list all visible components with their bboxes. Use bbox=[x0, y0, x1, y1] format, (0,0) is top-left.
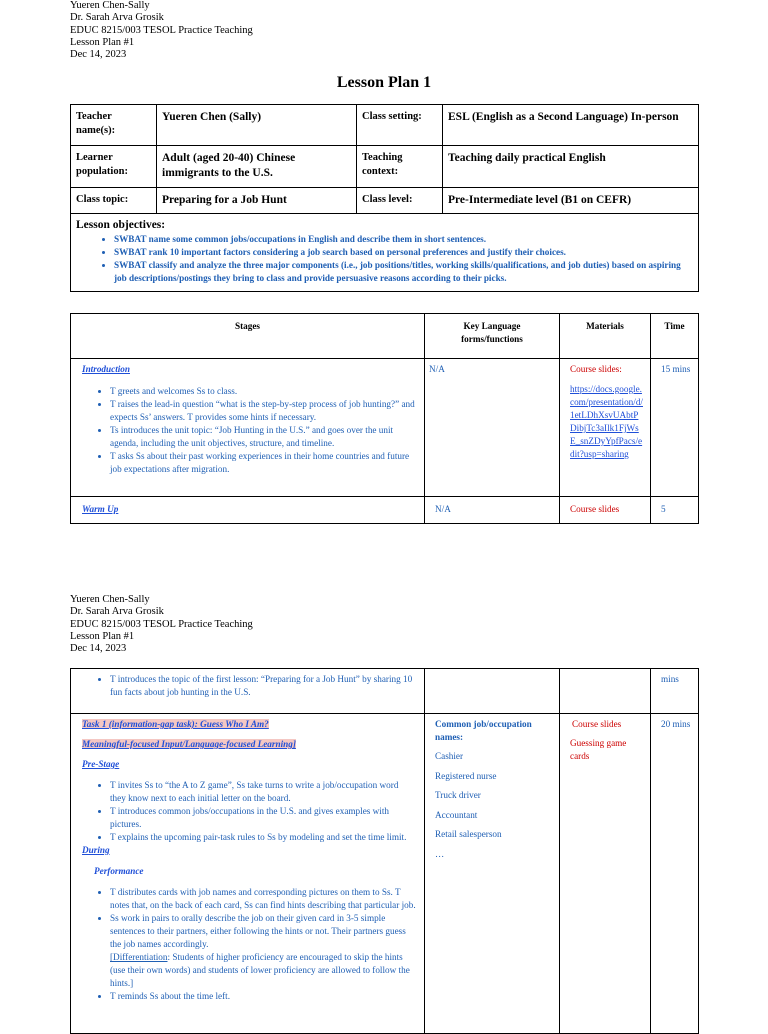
intro-time: 15 mins bbox=[651, 359, 699, 497]
teacher-label: Teacher name(s): bbox=[71, 105, 157, 146]
vocab-item: Registered nurse bbox=[435, 770, 497, 781]
differentiation-text: : Students of higher proficiency are encouraged to skip the hints (use their own words) and students of lower proficiency are allowed to follow the hints.] bbox=[110, 952, 410, 988]
prestage-bullet: • T invites Ss to “the A to Z game”, Ss take turns to write a job/occupation word they know next to each initial letter on the board. bbox=[110, 779, 416, 805]
prestage-bullet: • T introduces common jobs/occupations in the U.S. and gives examples with pictures. bbox=[110, 805, 416, 831]
vocab-heading: Common job/occupation names: bbox=[435, 719, 532, 742]
objective-item: • SWBAT classify and analyze the three major components (i.e., job positions/titles, working skills/qualifications, and job duties) based on aspiring job descriptions/postings they bring to class and provide persuasive reasons according to their picks. bbox=[114, 259, 692, 285]
task1-materials-cell bbox=[560, 714, 651, 1034]
task1-stage-cell bbox=[71, 714, 425, 1034]
intro-language: N/A bbox=[425, 359, 560, 497]
page-title: Lesson Plan 1 bbox=[336, 74, 432, 91]
teacher-value: Yueren Chen (Sally) bbox=[157, 105, 357, 146]
col-header-materials: Materials bbox=[560, 314, 651, 359]
setting-label: Class setting: bbox=[357, 105, 443, 146]
course-name: EDUC 8215/003 TESOL Practice Teaching bbox=[70, 618, 253, 630]
warmup-language: N/A bbox=[425, 497, 560, 524]
setting-value: ESL (English as a Second Language) In-person bbox=[443, 105, 699, 146]
warmup-time: 5 bbox=[651, 497, 699, 524]
warmup-stage-title: Warm Up bbox=[82, 504, 119, 514]
warmup-language-continued bbox=[425, 669, 560, 714]
instructor-name: Dr. Sarah Arva Grosik bbox=[70, 12, 164, 24]
level-label: Class level: bbox=[357, 188, 443, 214]
warmup-materials-continued bbox=[560, 669, 651, 714]
author-name: Yueren Chen-Sally bbox=[70, 594, 150, 605]
date: Dec 14, 2023 bbox=[70, 49, 127, 61]
class-info-table bbox=[70, 104, 699, 292]
context-label: Teaching context: bbox=[357, 146, 443, 188]
course-slides-link[interactable]: https://docs.google.com/presentation/d/1etLDhXsvUAbtPDibjTc3aIlk1FjWsE_snZDyYpfPacs/edit?usp=sharing bbox=[570, 384, 643, 459]
task1-time: 20 mins bbox=[651, 714, 699, 1034]
date: Dec 14, 2023 bbox=[70, 643, 127, 655]
learner-value: Adult (aged 20-40) Chinese immigrants to the U.S. bbox=[157, 146, 357, 188]
intro-bullet: • T raises the lead-in question “what is the step-by-step process of job hunting?” and expects Ss’ answers. T provides some hints if necessary. bbox=[110, 398, 416, 424]
intro-bullet: • T greets and welcomes Ss to class. bbox=[110, 385, 416, 398]
col-header-language: Key Language forms/functions bbox=[425, 314, 560, 359]
instructor-name: Dr. Sarah Arva Grosik bbox=[70, 606, 164, 618]
during-bullet-text: Ss work in pairs to orally describe the job on their given card in 3-5 simple sentences to their partners, either following the hints or not. Their partners guess the job names accordingly. bbox=[110, 913, 406, 949]
stages-table-continued bbox=[70, 668, 699, 1034]
intro-bullet: • Ts introduces the unit topic: “Job Hunting in the U.S.” and goes over the unit agenda, including the unit objectives, structure, and timeline. bbox=[110, 424, 416, 450]
document-header-page2 bbox=[70, 594, 253, 655]
task1-material: Course slides bbox=[572, 719, 622, 729]
during-bullets bbox=[82, 886, 416, 1003]
intro-bullet: • T asks Ss about their past working experiences in their home countries and future job expectations after migration. bbox=[110, 450, 416, 476]
task1-title: Task 1 (information-gap task): Guess Who I Am? bbox=[82, 719, 269, 729]
warmup-stage-cell bbox=[71, 497, 425, 524]
warmup-continued-cell bbox=[71, 669, 425, 714]
during-bullet: • T reminds Ss about the time left. bbox=[110, 990, 416, 1003]
context-value: Teaching daily practical English bbox=[443, 146, 699, 188]
document-header bbox=[70, 0, 253, 61]
differentiation-label: [Differentiation bbox=[110, 952, 168, 962]
vocab-item: … bbox=[435, 848, 445, 859]
intro-materials-label: Course slides: bbox=[570, 364, 622, 374]
course-name: EDUC 8215/003 TESOL Practice Teaching bbox=[70, 24, 253, 36]
learner-label: Learner population: bbox=[71, 146, 157, 188]
warmup-time-continued: mins bbox=[651, 669, 699, 714]
objectives-heading: Lesson objectives: bbox=[76, 219, 166, 231]
during-bullet bbox=[110, 912, 416, 990]
intro-stage-cell bbox=[71, 359, 425, 497]
vocab-item: Cashier bbox=[435, 751, 464, 761]
prestage-bullet: • T explains the upcoming pair-task rules to Ss by modeling and set the time limit. bbox=[110, 831, 416, 844]
plan-number: Lesson Plan #1 bbox=[70, 630, 135, 642]
warmup-bullet: • T introduces the topic of the first lesson: “Preparing for a Job Hunt” by sharing 10 fun facts about job hunting in the U.S. bbox=[110, 673, 416, 699]
topic-value: Preparing for a Job Hunt bbox=[157, 188, 357, 214]
vocab-list bbox=[435, 750, 553, 861]
author-name: Yueren Chen-Sally bbox=[70, 0, 150, 11]
stages-table bbox=[70, 313, 699, 524]
performance-heading: Performance bbox=[94, 866, 144, 876]
warmup-materials: Course slides bbox=[560, 497, 651, 524]
task1-subtitle: Meaningful-focused Input/Language-focused Learning] bbox=[82, 739, 296, 749]
task1-material: Guessing game cards bbox=[570, 738, 627, 761]
objectives-cell bbox=[71, 214, 699, 292]
vocab-item: Retail salesperson bbox=[435, 829, 502, 839]
plan-number: Lesson Plan #1 bbox=[70, 36, 135, 48]
col-header-time: Time bbox=[651, 314, 699, 359]
prestage-heading: Pre-Stage bbox=[82, 759, 120, 769]
during-heading: During bbox=[82, 845, 110, 855]
objective-item: • SWBAT rank 10 important factors considering a job search based on personal preferences and justify their choices. bbox=[114, 246, 692, 259]
vocab-item: Truck driver bbox=[435, 790, 481, 800]
col-header-stages: Stages bbox=[71, 314, 425, 359]
objectives-list bbox=[76, 233, 692, 285]
intro-stage-title: Introduction bbox=[82, 364, 130, 374]
task1-language-cell bbox=[425, 714, 560, 1034]
topic-label: Class topic: bbox=[71, 188, 157, 214]
level-value: Pre-Intermediate level (B1 on CEFR) bbox=[443, 188, 699, 214]
warmup-bullets bbox=[82, 673, 416, 699]
objective-item: • SWBAT name some common jobs/occupations in English and describe them in short sentences. bbox=[114, 233, 692, 246]
intro-materials bbox=[560, 359, 651, 497]
intro-bullets bbox=[82, 385, 416, 476]
vocab-item: Accountant bbox=[435, 809, 478, 820]
during-bullet: • T distributes cards with job names and corresponding pictures on them to Ss. T notes that, on the back of each card, Ss can find hints describing that particular job. bbox=[110, 886, 416, 912]
prestage-bullets bbox=[82, 779, 416, 844]
